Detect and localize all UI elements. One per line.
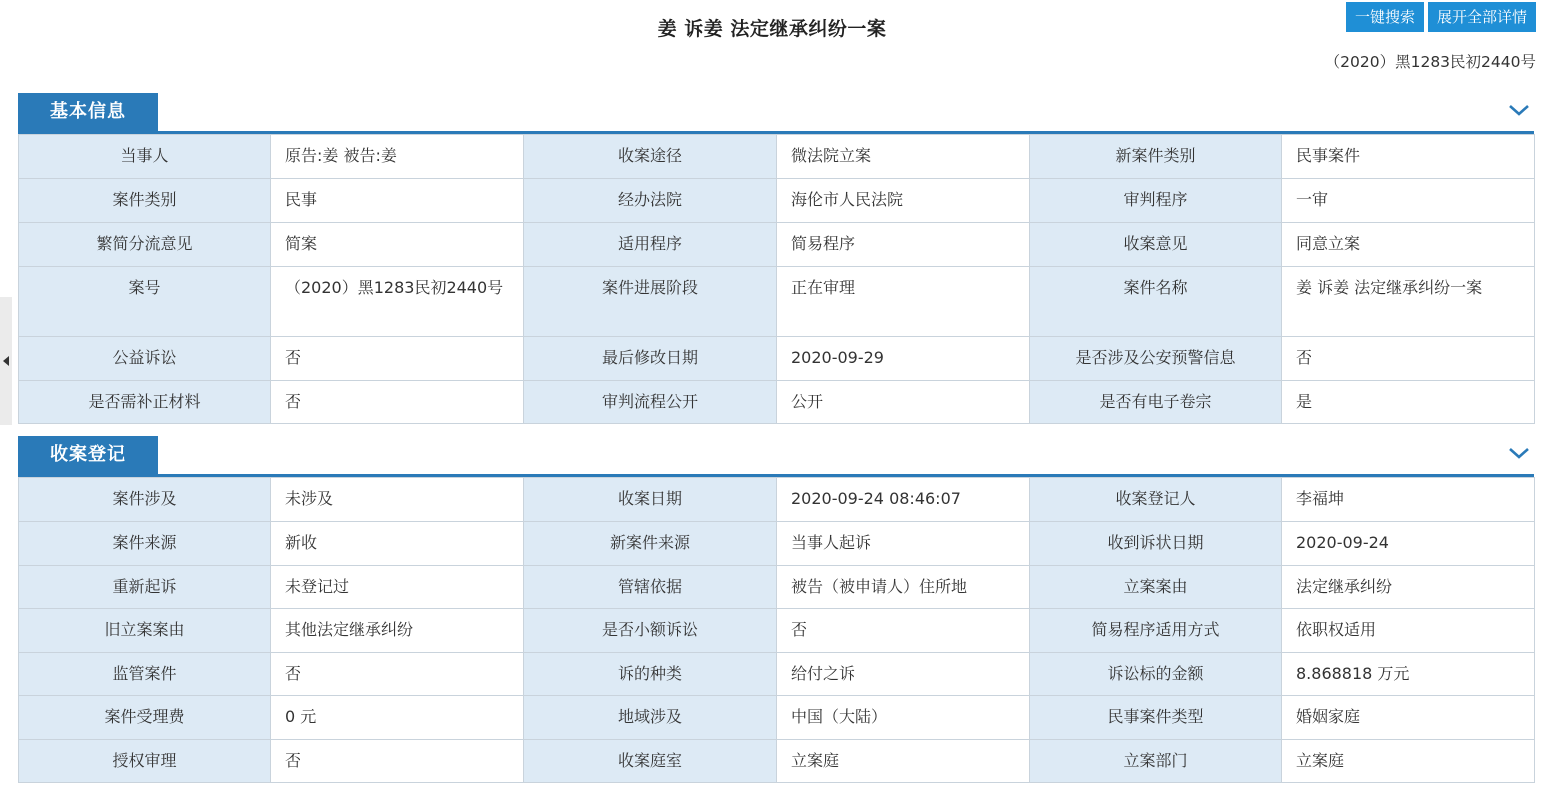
- table-row: [19, 135, 1535, 179]
- section-header: [18, 434, 1534, 477]
- field-label: 经办法院: [524, 179, 777, 223]
- field-value: 婚姻家庭: [1282, 696, 1535, 740]
- field-value: 姜 诉姜 法定继承纠纷一案: [1282, 267, 1535, 337]
- field-label: 是否小额诉讼: [524, 609, 777, 653]
- field-value: 0 元: [271, 696, 524, 740]
- field-label: 民事案件类型: [1030, 696, 1282, 740]
- field-label: 管辖依据: [524, 566, 777, 609]
- field-label: 收案意见: [1030, 223, 1282, 267]
- table-row: [19, 179, 1535, 223]
- field-label: 新案件来源: [524, 522, 777, 566]
- field-value: 否: [1282, 337, 1535, 381]
- field-label: 适用程序: [524, 223, 777, 267]
- field-label: 最后修改日期: [524, 337, 777, 381]
- field-label: 案件来源: [19, 522, 271, 566]
- top-button-group: [1346, 2, 1536, 32]
- table-row: [19, 223, 1535, 267]
- field-label: 审判程序: [1030, 179, 1282, 223]
- field-label: 收到诉状日期: [1030, 522, 1282, 566]
- table-row: [19, 653, 1535, 696]
- field-label: 案件进展阶段: [524, 267, 777, 337]
- field-label: 立案部门: [1030, 740, 1282, 783]
- field-value: 中国（大陆）: [777, 696, 1030, 740]
- table-row: [19, 337, 1535, 381]
- basic-info-section: [18, 91, 1534, 424]
- field-label: 案号: [19, 267, 271, 337]
- chevron-down-icon[interactable]: [1508, 103, 1530, 117]
- field-label: 收案庭室: [524, 740, 777, 783]
- field-value: 微法院立案: [777, 135, 1030, 179]
- field-value: 未涉及: [271, 478, 524, 522]
- field-value: 否: [271, 381, 524, 424]
- section-title: 基本信息: [18, 93, 158, 131]
- field-value: 简案: [271, 223, 524, 267]
- field-label: 新案件类别: [1030, 135, 1282, 179]
- field-value: 正在审理: [777, 267, 1030, 337]
- field-value: 否: [271, 740, 524, 783]
- table-row: [19, 566, 1535, 609]
- case-registration-table: [18, 477, 1535, 783]
- field-label: 案件涉及: [19, 478, 271, 522]
- field-label: 是否需补正材料: [19, 381, 271, 424]
- field-label: 授权审理: [19, 740, 271, 783]
- section-title: 收案登记: [18, 436, 158, 474]
- table-row: [19, 522, 1535, 566]
- field-value: 2020-09-24 08:46:07: [777, 478, 1030, 522]
- section-header: [18, 91, 1534, 134]
- table-row: [19, 696, 1535, 740]
- field-label: 审判流程公开: [524, 381, 777, 424]
- field-label: 案件类别: [19, 179, 271, 223]
- field-label: 立案案由: [1030, 566, 1282, 609]
- field-value: 李福坤: [1282, 478, 1535, 522]
- field-label: 旧立案案由: [19, 609, 271, 653]
- field-value: 否: [777, 609, 1030, 653]
- field-label: 简易程序适用方式: [1030, 609, 1282, 653]
- field-label: 监管案件: [19, 653, 271, 696]
- field-value: 民事案件: [1282, 135, 1535, 179]
- field-value: 被告（被申请人）住所地: [777, 566, 1030, 609]
- table-row: [19, 267, 1535, 337]
- field-label: 是否有电子卷宗: [1030, 381, 1282, 424]
- field-label: 诉讼标的金额: [1030, 653, 1282, 696]
- expand-all-details-button[interactable]: 展开全部详情: [1428, 2, 1536, 32]
- field-value: 新收: [271, 522, 524, 566]
- case-registration-section: [18, 434, 1534, 783]
- field-value: 民事: [271, 179, 524, 223]
- field-value: 原告:姜 被告:姜: [271, 135, 524, 179]
- table-row: [19, 740, 1535, 783]
- field-value: 给付之诉: [777, 653, 1030, 696]
- field-label: 重新起诉: [19, 566, 271, 609]
- field-value: 同意立案: [1282, 223, 1535, 267]
- field-value: 简易程序: [777, 223, 1030, 267]
- field-value: 8.868818 万元: [1282, 653, 1535, 696]
- field-value: 否: [271, 337, 524, 381]
- field-label: 收案登记人: [1030, 478, 1282, 522]
- field-value: （2020）黑1283民初2440号: [271, 267, 524, 337]
- field-value: 立案庭: [1282, 740, 1535, 783]
- table-row: [19, 609, 1535, 653]
- page-title: 姜 诉姜 法定继承纠纷一案: [657, 18, 887, 40]
- field-label: 当事人: [19, 135, 271, 179]
- field-label: 案件名称: [1030, 267, 1282, 337]
- field-label: 收案途径: [524, 135, 777, 179]
- table-row: [19, 478, 1535, 522]
- field-label: 地域涉及: [524, 696, 777, 740]
- table-row: [19, 381, 1535, 424]
- field-label: 公益诉讼: [19, 337, 271, 381]
- field-value: 依职权适用: [1282, 609, 1535, 653]
- field-label: 案件受理费: [19, 696, 271, 740]
- field-value: 是: [1282, 381, 1535, 424]
- field-value: 当事人起诉: [777, 522, 1030, 566]
- field-value: 其他法定继承纠纷: [271, 609, 524, 653]
- field-label: 诉的种类: [524, 653, 777, 696]
- field-label: 是否涉及公安预警信息: [1030, 337, 1282, 381]
- field-value: 海伦市人民法院: [777, 179, 1030, 223]
- field-value: 立案庭: [777, 740, 1030, 783]
- caret-left-icon: [3, 356, 9, 366]
- field-value: 否: [271, 653, 524, 696]
- field-value: 2020-09-29: [777, 337, 1030, 381]
- case-number: （2020）黑1283民初2440号: [1324, 53, 1536, 71]
- field-label: 收案日期: [524, 478, 777, 522]
- field-value: 法定继承纠纷: [1282, 566, 1535, 609]
- sidebar-collapse-handle[interactable]: [0, 297, 12, 425]
- field-value: 一审: [1282, 179, 1535, 223]
- chevron-down-icon[interactable]: [1508, 446, 1530, 460]
- field-label: 繁简分流意见: [19, 223, 271, 267]
- field-value: 2020-09-24: [1282, 522, 1535, 566]
- basic-info-table: [18, 134, 1535, 424]
- field-value: 未登记过: [271, 566, 524, 609]
- one-click-search-button[interactable]: 一键搜索: [1346, 2, 1424, 32]
- field-value: 公开: [777, 381, 1030, 424]
